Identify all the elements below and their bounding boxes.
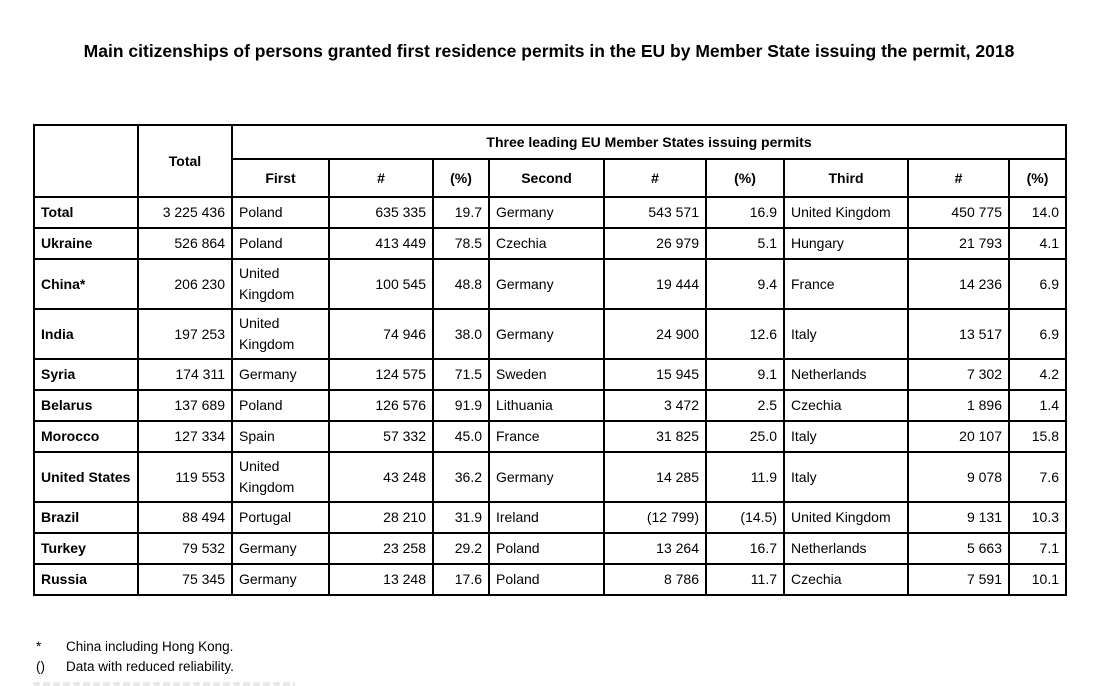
third-country-cell: Netherlands (784, 533, 908, 564)
footnote-text: China including Hong Kong. (66, 639, 234, 654)
second-pct-cell: 9.4 (706, 259, 784, 309)
third-country-cell: Hungary (784, 228, 908, 259)
second-count-cell: 543 571 (604, 197, 706, 228)
citizenship-cell: India (34, 309, 138, 359)
col-header-total: Total (138, 125, 232, 197)
third-country-cell: Italy (784, 452, 908, 502)
first-pct-cell: 36.2 (433, 452, 489, 502)
first-country-cell: Poland (232, 228, 329, 259)
third-country-cell: United Kingdom (784, 502, 908, 533)
total-cell: 174 311 (138, 359, 232, 390)
second-country-cell: Poland (489, 533, 604, 564)
second-pct-cell: 16.7 (706, 533, 784, 564)
first-count-cell: 74 946 (329, 309, 433, 359)
first-country-cell: Portugal (232, 502, 329, 533)
first-pct-cell: 31.9 (433, 502, 489, 533)
second-pct-cell: 5.1 (706, 228, 784, 259)
first-pct-cell: 91.9 (433, 390, 489, 421)
total-cell: 197 253 (138, 309, 232, 359)
third-count-cell: 5 663 (908, 533, 1009, 564)
footnote-marker: () (36, 658, 45, 674)
table-row (34, 421, 1066, 452)
third-pct-cell: 6.9 (1009, 309, 1066, 359)
second-pct-cell: 2.5 (706, 390, 784, 421)
first-pct-cell: 19.7 (433, 197, 489, 228)
first-count-cell: 126 576 (329, 390, 433, 421)
third-country-cell: Italy (784, 421, 908, 452)
citizenship-cell: Belarus (34, 390, 138, 421)
first-country-cell: Germany (232, 564, 329, 595)
second-count-cell: 13 264 (604, 533, 706, 564)
third-pct-cell: 10.1 (1009, 564, 1066, 595)
col-header-first-pct: (%) (433, 159, 489, 197)
third-count-cell: 1 896 (908, 390, 1009, 421)
first-count-cell: 100 545 (329, 259, 433, 309)
col-header-second: Second (489, 159, 604, 197)
second-country-cell: Germany (489, 309, 604, 359)
second-country-cell: Sweden (489, 359, 604, 390)
total-cell: 137 689 (138, 390, 232, 421)
second-country-cell: Lithuania (489, 390, 604, 421)
footnote-parentheses (36, 657, 234, 677)
first-country-cell: Poland (232, 197, 329, 228)
second-country-cell: Germany (489, 197, 604, 228)
first-country-cell: Poland (232, 390, 329, 421)
citizenship-cell: Morocco (34, 421, 138, 452)
second-country-cell: Germany (489, 452, 604, 502)
second-count-cell: 8 786 (604, 564, 706, 595)
third-pct-cell: 7.6 (1009, 452, 1066, 502)
second-count-cell: 24 900 (604, 309, 706, 359)
total-cell: 88 494 (138, 502, 232, 533)
first-pct-cell: 78.5 (433, 228, 489, 259)
second-pct-cell: 9.1 (706, 359, 784, 390)
citizenship-cell: Syria (34, 359, 138, 390)
third-count-cell: 7 591 (908, 564, 1009, 595)
second-pct-cell: 11.7 (706, 564, 784, 595)
table-row (34, 564, 1066, 595)
first-pct-cell: 38.0 (433, 309, 489, 359)
col-header-first: First (232, 159, 329, 197)
second-country-cell: Poland (489, 564, 604, 595)
citizenship-cell: Brazil (34, 502, 138, 533)
col-header-third: Third (784, 159, 908, 197)
first-count-cell: 57 332 (329, 421, 433, 452)
first-country-cell: Germany (232, 533, 329, 564)
total-cell: 526 864 (138, 228, 232, 259)
first-country-cell: United Kingdom (232, 309, 329, 359)
footnote-asterisk (36, 637, 234, 657)
third-country-cell: United Kingdom (784, 197, 908, 228)
third-pct-cell: 4.2 (1009, 359, 1066, 390)
third-country-cell: Czechia (784, 390, 908, 421)
first-country-cell: Germany (232, 359, 329, 390)
second-pct-cell: 16.9 (706, 197, 784, 228)
second-country-cell: Ireland (489, 502, 604, 533)
first-country-cell: United Kingdom (232, 259, 329, 309)
citizenship-cell: Total (34, 197, 138, 228)
table-row (34, 533, 1066, 564)
permits-table (33, 124, 1067, 596)
page-title: Main citizenships of persons granted first residence permits in the EU by Member State issuing the permit, 2018 (83, 41, 1015, 61)
third-country-cell: France (784, 259, 908, 309)
third-pct-cell: 4.1 (1009, 228, 1066, 259)
table-row (34, 452, 1066, 502)
first-count-cell: 635 335 (329, 197, 433, 228)
first-pct-cell: 17.6 (433, 564, 489, 595)
table-row (34, 359, 1066, 390)
footnote-text: Data with reduced reliability. (66, 658, 234, 674)
third-pct-cell: 6.9 (1009, 259, 1066, 309)
citizenship-cell: Russia (34, 564, 138, 595)
third-pct-cell: 10.3 (1009, 502, 1066, 533)
third-pct-cell: 15.8 (1009, 421, 1066, 452)
first-pct-cell: 29.2 (433, 533, 489, 564)
group-header: Three leading EU Member States issuing permits (232, 125, 1066, 159)
second-count-cell: 3 472 (604, 390, 706, 421)
clipped-text-remnant (33, 682, 295, 686)
corner-blank-cell (34, 125, 138, 197)
first-count-cell: 28 210 (329, 502, 433, 533)
third-count-cell: 9 131 (908, 502, 1009, 533)
citizenship-cell: United States (34, 452, 138, 502)
second-pct-cell: 11.9 (706, 452, 784, 502)
third-pct-cell: 14.0 (1009, 197, 1066, 228)
third-count-cell: 14 236 (908, 259, 1009, 309)
table-row (34, 390, 1066, 421)
third-country-cell: Netherlands (784, 359, 908, 390)
second-pct-cell: (14.5) (706, 502, 784, 533)
table-row (34, 228, 1066, 259)
table-row (34, 502, 1066, 533)
table-row (34, 259, 1066, 309)
third-count-cell: 13 517 (908, 309, 1009, 359)
total-cell: 75 345 (138, 564, 232, 595)
citizenship-cell: Ukraine (34, 228, 138, 259)
third-count-cell: 20 107 (908, 421, 1009, 452)
first-count-cell: 413 449 (329, 228, 433, 259)
second-country-cell: Germany (489, 259, 604, 309)
first-pct-cell: 71.5 (433, 359, 489, 390)
citizenship-cell: Turkey (34, 533, 138, 564)
first-count-cell: 23 258 (329, 533, 433, 564)
second-pct-cell: 25.0 (706, 421, 784, 452)
third-country-cell: Czechia (784, 564, 908, 595)
third-country-cell: Italy (784, 309, 908, 359)
second-count-cell: 26 979 (604, 228, 706, 259)
third-count-cell: 21 793 (908, 228, 1009, 259)
second-count-cell: 31 825 (604, 421, 706, 452)
first-pct-cell: 48.8 (433, 259, 489, 309)
third-pct-cell: 7.1 (1009, 533, 1066, 564)
footnote-marker: * (36, 639, 42, 654)
first-pct-cell: 45.0 (433, 421, 489, 452)
third-count-cell: 450 775 (908, 197, 1009, 228)
second-count-cell: 15 945 (604, 359, 706, 390)
second-count-cell: 19 444 (604, 259, 706, 309)
second-count-cell: 14 285 (604, 452, 706, 502)
second-country-cell: Czechia (489, 228, 604, 259)
total-cell: 119 553 (138, 452, 232, 502)
total-cell: 127 334 (138, 421, 232, 452)
first-count-cell: 43 248 (329, 452, 433, 502)
col-header-first-count: # (329, 159, 433, 197)
third-count-cell: 9 078 (908, 452, 1009, 502)
citizenship-cell: China* (34, 259, 138, 309)
first-country-cell: United Kingdom (232, 452, 329, 502)
third-count-cell: 7 302 (908, 359, 1009, 390)
second-count-cell: (12 799) (604, 502, 706, 533)
second-pct-cell: 12.6 (706, 309, 784, 359)
total-cell: 3 225 436 (138, 197, 232, 228)
first-count-cell: 124 575 (329, 359, 433, 390)
table-row (34, 309, 1066, 359)
footnotes (36, 637, 234, 676)
total-cell: 206 230 (138, 259, 232, 309)
col-header-second-count: # (604, 159, 706, 197)
col-header-second-pct: (%) (706, 159, 784, 197)
col-header-third-count: # (908, 159, 1009, 197)
second-country-cell: France (489, 421, 604, 452)
third-pct-cell: 1.4 (1009, 390, 1066, 421)
total-cell: 79 532 (138, 533, 232, 564)
col-header-third-pct: (%) (1009, 159, 1066, 197)
first-count-cell: 13 248 (329, 564, 433, 595)
first-country-cell: Spain (232, 421, 329, 452)
table-row (34, 197, 1066, 228)
